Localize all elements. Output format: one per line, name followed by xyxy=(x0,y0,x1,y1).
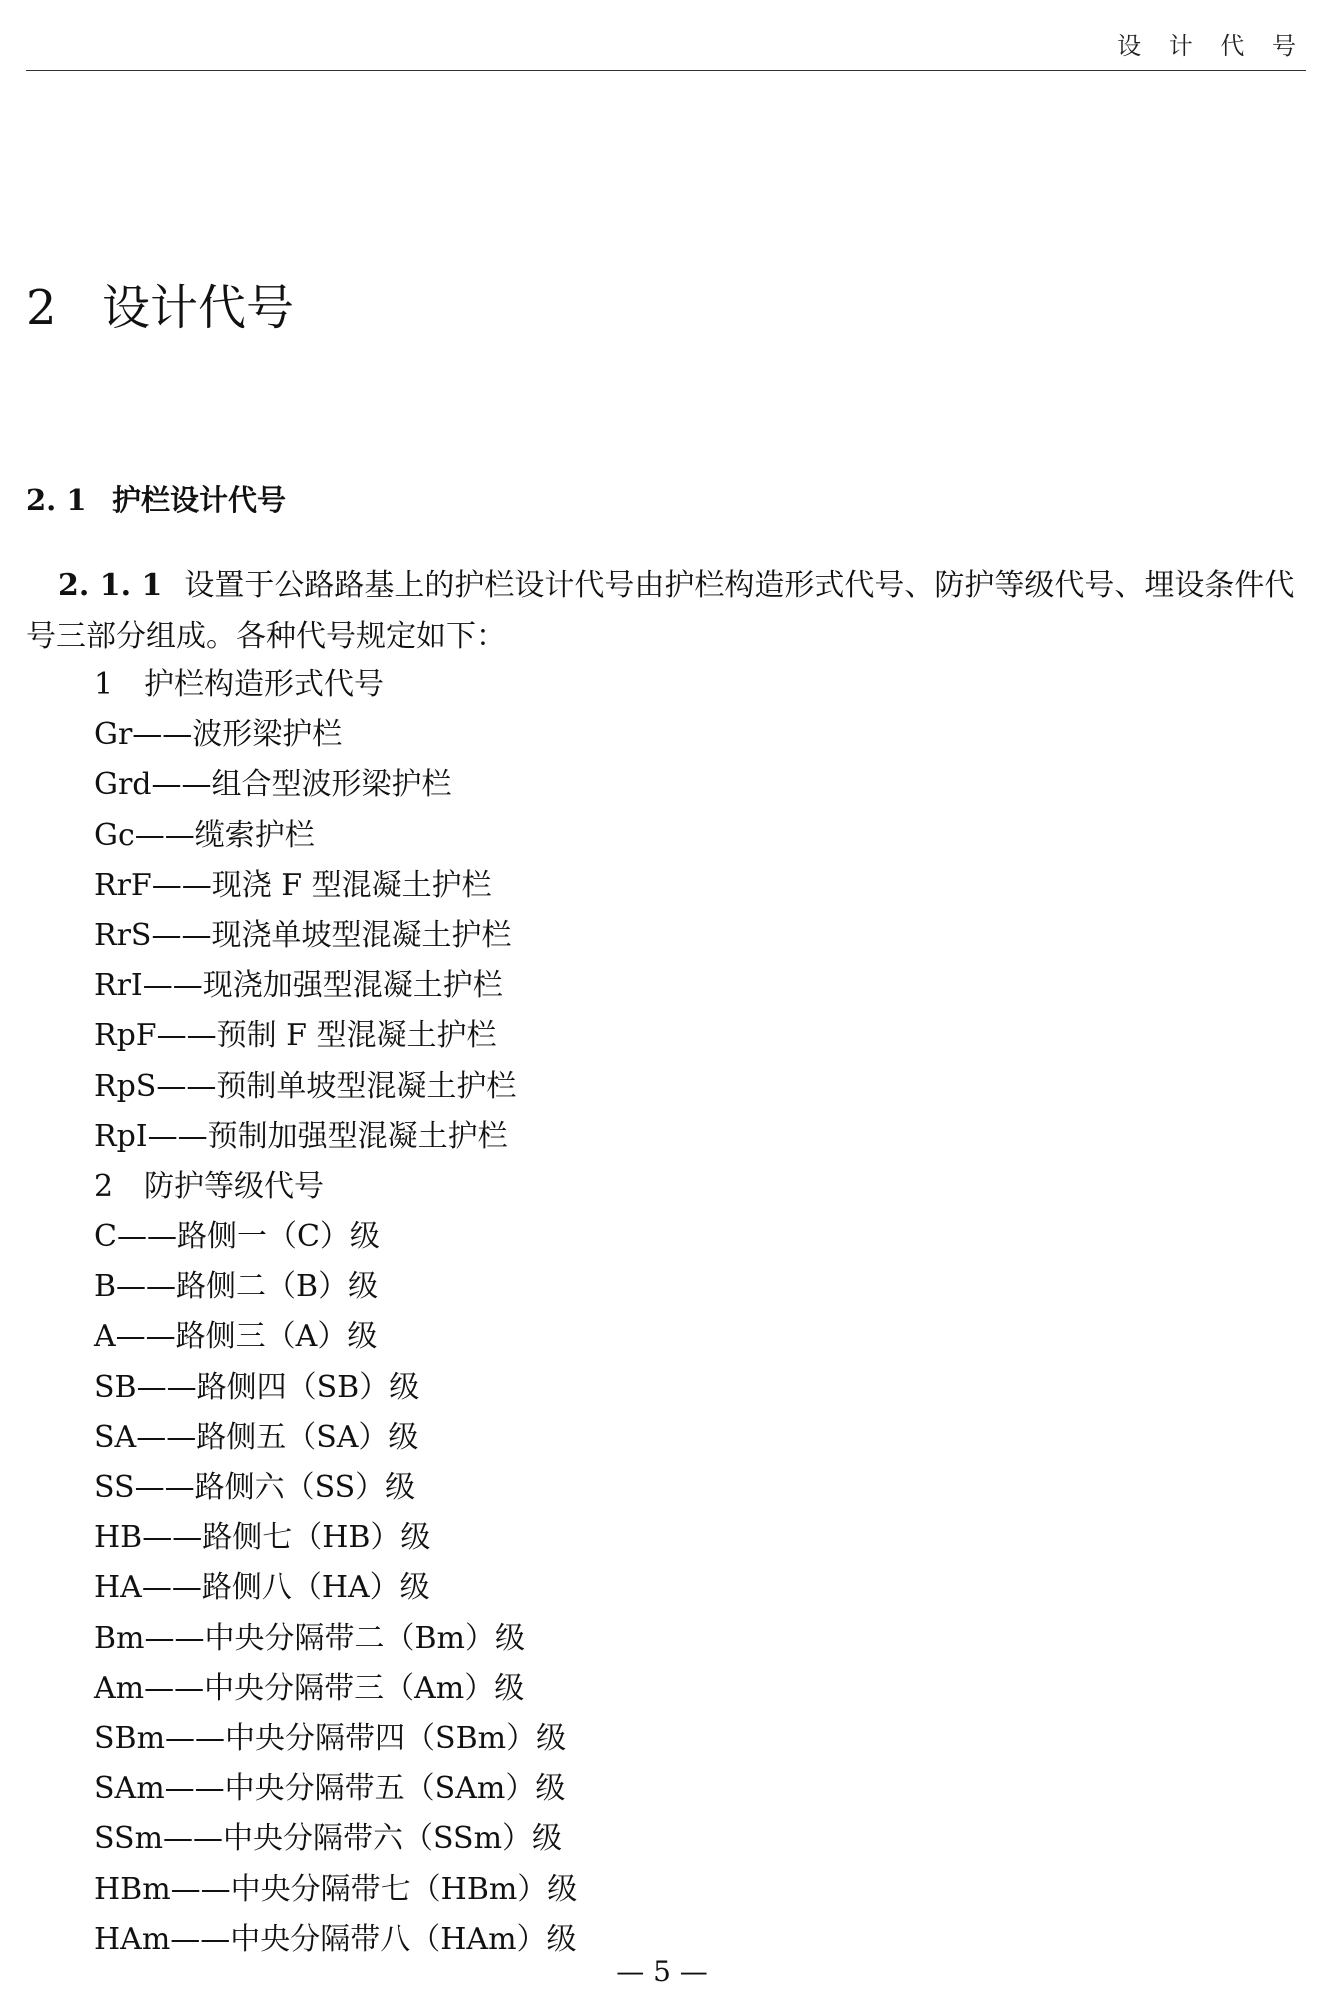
list-item: HAm——中央分隔带八（HAm）级 xyxy=(94,1921,577,1957)
list-item: SBm——中央分隔带四（SBm）级 xyxy=(94,1720,567,1756)
list-item: RrI——现浇加强型混凝土护栏 xyxy=(94,968,503,1004)
list-item: C——路侧一（C）级 xyxy=(94,1219,380,1255)
code-list xyxy=(94,660,1294,1965)
list-item: RpI——预制加强型混凝土护栏 xyxy=(94,1118,508,1154)
list-item: HB——路侧七（HB）级 xyxy=(94,1520,431,1556)
list-item: Gr——波形梁护栏 xyxy=(94,717,343,753)
running-header: 设 计 代 号 xyxy=(1117,32,1306,60)
list-item: SAm——中央分隔带五（SAm）级 xyxy=(94,1771,566,1807)
clause-paragraph xyxy=(26,560,1306,662)
list-item: SS——路侧六（SS）级 xyxy=(94,1470,416,1505)
subheading-structure-type xyxy=(94,660,1294,710)
list-item: HA——路侧八（HA）级 xyxy=(94,1570,430,1606)
subheading-title: 防护等级代号 xyxy=(144,1168,324,1204)
list-item: SB——路侧四（SB）级 xyxy=(94,1369,420,1405)
section-number: 2. 1 xyxy=(26,483,87,518)
list-item: Am——中央分隔带三（Am）级 xyxy=(94,1670,525,1706)
subheading-index: 2 xyxy=(94,1168,114,1204)
section-title xyxy=(26,483,287,518)
header-rule xyxy=(26,70,1306,71)
list-item: HBm——中央分隔带七（HBm）级 xyxy=(94,1871,578,1907)
page-number: — 5 — xyxy=(616,1955,708,1988)
list-item: A——路侧三（A）级 xyxy=(94,1319,378,1355)
list-item: RrS——现浇单坡型混凝土护栏 xyxy=(94,917,512,953)
list-item: RpF——预制 F 型混凝土护栏 xyxy=(94,1018,497,1054)
subheading-index: 1 xyxy=(94,667,114,702)
subheading-title: 护栏构造形式代号 xyxy=(144,667,384,702)
chapter-title-text: 设计代号 xyxy=(102,280,295,337)
list-item: RrF——现浇 F 型混凝土护栏 xyxy=(94,867,492,903)
clause-text: 设置于公路路基上的护栏设计代号由护栏构造形式代号、防护等级代号、埋设条件代号三部分组成。各种代号规定如下： xyxy=(26,568,1295,654)
list-item: RpS——预制单坡型混凝土护栏 xyxy=(94,1068,517,1104)
list-item: SA——路侧五（SA）级 xyxy=(94,1419,419,1455)
list-item: Grd——组合型波形梁护栏 xyxy=(94,767,452,803)
list-item: SSm——中央分隔带六（SSm）级 xyxy=(94,1821,563,1857)
list-item: Bm——中央分隔带二（Bm）级 xyxy=(94,1620,525,1656)
chapter-number: 2 xyxy=(26,280,57,337)
section-title-text: 护栏设计代号 xyxy=(112,483,287,518)
list-item: B——路侧二（B）级 xyxy=(94,1269,379,1305)
subheading-protection-level xyxy=(94,1162,1294,1212)
chapter-title xyxy=(26,280,295,337)
list-item: Gc——缆索护栏 xyxy=(94,817,315,853)
clause-number: 2. 1. 1 xyxy=(58,568,163,603)
